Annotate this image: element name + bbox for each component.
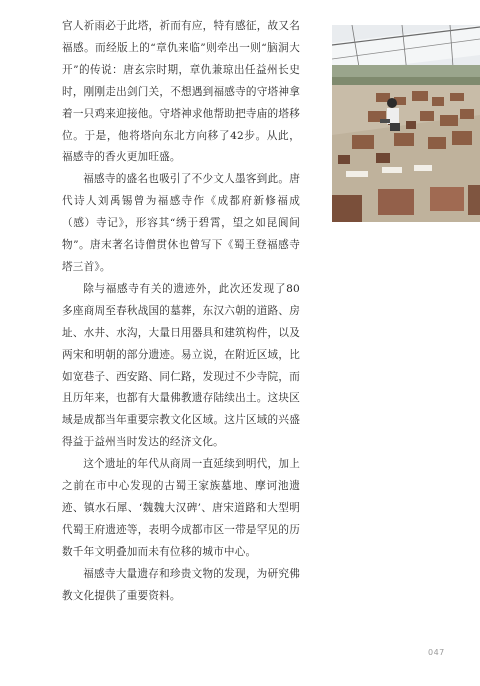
page-number: 047 — [428, 648, 445, 657]
paragraph-continued: 官人祈雨必于此塔，祈而有应，特有感征，故又名福感。而经版上的“章仇来临”则牵出一则“脑洞大开”的传说：唐玄宗时期，章仇兼琼出任益州长史时，刚刚走出剑门关，不想遇到福感寺的守塔神拿着一只鸡来迎接他。守塔神求他帮助把寺庙的塔移位。于是，他将塔向东北方向移了42步。从此，福感寺的香火更加旺盛。 — [62, 20, 300, 164]
paragraph: 这个遗址的年代从商周一直延续到明代，加上之前在市中心发现的古蜀王家族墓地、摩诃池遗迹、镇水石犀、‘魏魏大汉碑’、唐宋道路和大型明代蜀王府遗迹等，表明今成都市区一带是罕见的历数千年文明叠加而未有位移的城市中心。 — [62, 458, 300, 558]
paragraph: 福感寺的盛名也吸引了不少文人墨客到此。唐代诗人刘禹锡曾为福感寺作《成都府新修福成（感）寺记》，形容其“绣于碧霄，望之如昆阆间物”。唐末著名诗僧贯休也曾写下《蜀王登福感寺塔三首》。 — [62, 173, 300, 273]
paragraph: 福感寺大量遗存和珍贵文物的发现，为研究佛教文化提供了重要资料。 — [62, 567, 300, 602]
article-body — [62, 16, 300, 607]
excavation-site-photo — [332, 25, 480, 222]
paragraph: 除与福感寺有关的遗迹外，此次还发现了80多座商周至春秋战国的墓葬，东汉六朝的道路、房址、水井、水沟，大量日用器具和建筑构件，以及两宋和明朝的部分遗迹。易立说，在附近区域，比如宽巷子、西安路、同仁路，发现过不少寺院，而且历年来，也都有大量佛教遗存陆续出土。这块区域是成都当年重要宗教文化区域。这片区域的兴盛得益于益州当时发达的经济文化。 — [62, 282, 300, 449]
